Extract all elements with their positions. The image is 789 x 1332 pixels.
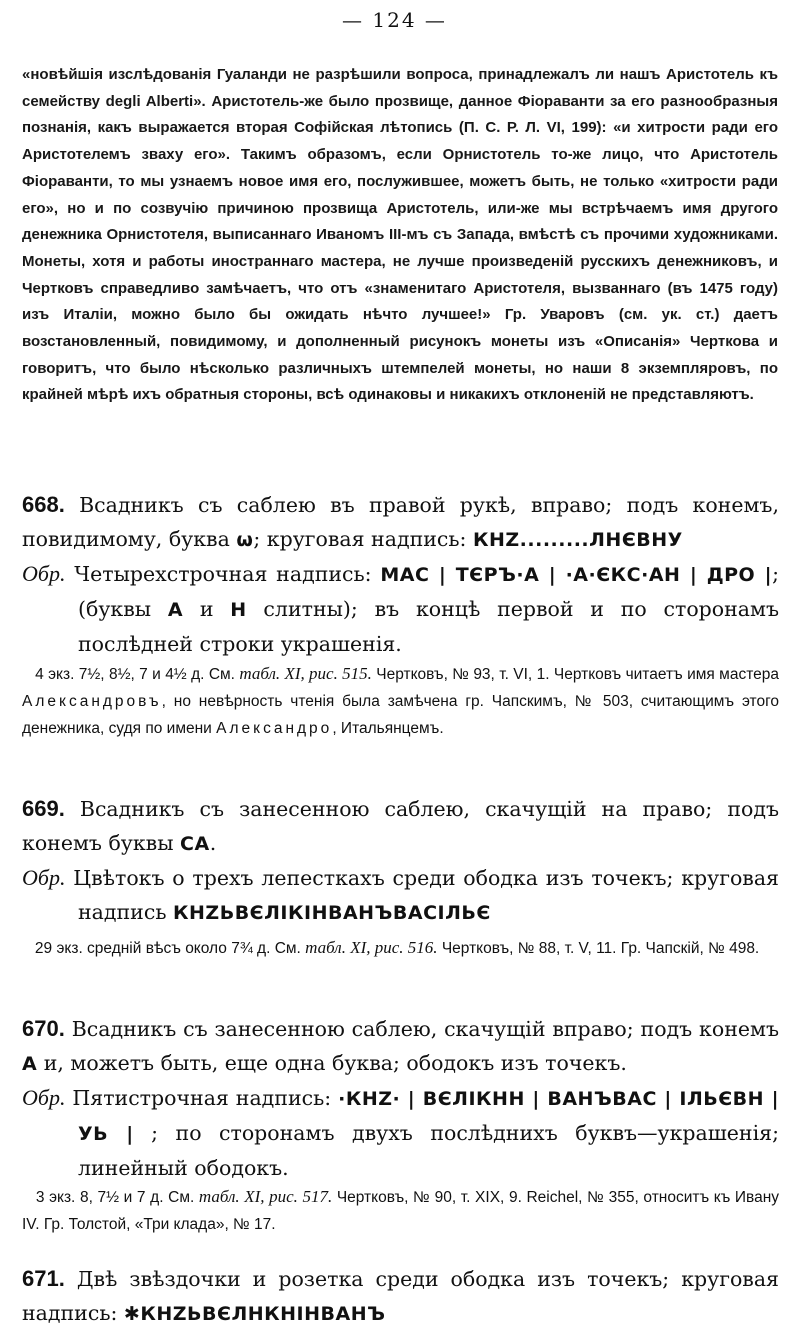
obverse-text: Всадникъ съ занесенною саблею, скачущій на право; подъ конемъ буквы [22, 797, 779, 855]
entry-note-670 [22, 1183, 779, 1238]
obverse-text: Всадникъ съ саблею въ правой рукѣ, вправо; подъ конемъ, повидимому, буква [22, 493, 779, 551]
spaced-name: Александровъ [22, 693, 162, 710]
spaced-name-2: Александро [216, 720, 333, 737]
reverse-letter-n: Н [230, 599, 247, 621]
obverse-letter: ѡ [236, 529, 254, 551]
reverse-legend: КНZЬВЄЛІКІНВАНЪВАСІЛЬЄ [173, 902, 491, 924]
note-text: 4 экз. 7½, 8½, 7 и 4½ д. См. [35, 666, 240, 683]
reverse-block [22, 861, 779, 930]
note-text: 29 экз. средній вѣсъ около 7¾ д. См. [34, 940, 306, 957]
obverse-text-cont: ; круговая надпись: [253, 527, 473, 551]
obverse-text: Всадникъ съ занесенною саблею, скачущій вправо; подъ конемъ [71, 1017, 779, 1041]
intro-paragraph: «новѣйшія изслѣдованія Гуаланди не разрѣшили вопроса, принадлежалъ ли нашъ Аристотель къ семейству degli Alberti». Аристотель-же было прозвище, данное Фіораванти за его разнообразныя познанія, какъ выражается вторая Софійская лѣтопись (П. С. Р. Л. VI, 199): «и хитрости ради его Аристотелемъ зваху его». Такимъ образомъ, если Орнистотель то-же лицо, что Аристотель Фіораванти, то мы узнаемъ новое имя его, послужившее, можетъ быть, не только «хитрости ради его», но и по созвучію причиною прозвища Аристотель, или-же мы встрѣчаемъ имя другого денежника Орнистотеля, выписаннаго Иваномъ III-мъ съ Запада, вмѣстѣ съ прочими художниками. Монеты, хотя и работы иностраннаго мастера, не лучше произведеній русскихъ денежниковъ, и Чертковъ справедливо замѣчаетъ, что отъ «знаменитаго Аристотеля, вызваннаго (въ 1475 году) изъ Италіи, можно было бы ожидать нѣчто лучшее!» Гр. Уваровъ (см. ук. ст.) даетъ возстановленный, повидимому, и дополненный рисунокъ монеты изъ «Описанія» Черткова и говоритъ, что было нѣсколько различныхъ штемпелей монеты, но наши 8 экземпляровъ, по крайней мѣрѣ ихъ обратныя стороны, всѣ одинаковы и никакихъ отклоненій не представляютъ. [22, 66, 778, 404]
catalog-entry-669 [22, 792, 779, 930]
reverse-label: Обр. [22, 561, 66, 586]
reverse-legend: МАС | ТЄРЪ·А | ·А·ЄКС·АН | ДРО | [380, 564, 773, 586]
reverse-legend: ·КНZ· | ВЄЛІКНН | ВАНЪВАС | ІЛЬЄВН | УЬ | [78, 1088, 780, 1145]
entry-note-668 [22, 660, 779, 742]
note-text: 3 экз. 8, 7½ и 7 д. См. [35, 1189, 199, 1206]
entry-note-669 [22, 934, 779, 962]
obverse-text-cont: и, можетъ быть, еще одна буква; ободокъ изъ точекъ. [37, 1051, 627, 1075]
reverse-block [22, 557, 779, 661]
reverse-text-end: слитны); въ концѣ первой и по сторонамъ послѣдней строки украшенія. [78, 597, 780, 656]
reverse-text-cont: ; (буквы [78, 562, 779, 621]
reverse-letter-a: А [167, 599, 184, 621]
reverse-label: Обр. [22, 865, 66, 890]
reverse-text-mid: и [183, 597, 231, 621]
obverse-text-end: . [209, 831, 217, 855]
reverse-label: Обр. [22, 1085, 66, 1110]
note-text-end: , Итальянцемъ. [332, 720, 444, 737]
entry-number: 671. [22, 1266, 65, 1291]
catalog-entry-668 [22, 488, 779, 661]
reverse-text-cont: ; по сторонамъ двухъ послѣднихъ буквъ—украшенія; линейный ободокъ. [78, 1121, 779, 1180]
plate-reference: табл. XI, рис. 517. [198, 1187, 333, 1206]
catalog-entry-670 [22, 1012, 779, 1185]
reverse-block [22, 1081, 779, 1185]
note-text-cont: Чертковъ, № 90, т. XIX, 9. Reichel, № 355, относитъ къ Ивану IV. Гр. Толстой, «Три клада», № 17. [22, 1189, 780, 1233]
plate-reference: табл. XI, рис. 516. [305, 938, 438, 957]
note-text-cont2: , но невѣрность чтенія была замѣчена гр. Чапскимъ, № 503, считающимъ этого денежника, судя по имени [22, 693, 779, 737]
entry-number: 669. [22, 796, 65, 821]
obverse-legend: ✱КНZЬВЄЛНКНІНВАНЪ [123, 1303, 386, 1325]
note-text-cont: Чертковъ, № 93, т. VI, 1. Чертковъ читаетъ имя мастера [371, 666, 779, 683]
obverse-text: Двѣ звѣздочки и розетка среди ободка изъ точекъ; круговая надпись: [22, 1267, 779, 1325]
reverse-text: Пятистрочная надпись: [72, 1086, 339, 1110]
entry-number: 670. [22, 1016, 65, 1041]
entry-number: 668. [22, 492, 65, 517]
obverse-legend: КНZ.........ЛНЄВНУ [472, 529, 683, 551]
page-number: — 124 — [342, 8, 447, 32]
plate-reference: табл. XI, рис. 515. [239, 664, 372, 683]
reverse-text: Цвѣтокъ о трехъ лепесткахъ среди ободка изъ точекъ; круговая надпись [73, 866, 779, 924]
obverse-legend: СА [180, 833, 210, 855]
reverse-text: Четырехстрочная надпись: [74, 562, 381, 586]
note-text-cont: Чертковъ, № 88, т. V, 11. Гр. Чапскій, № 498. [437, 940, 760, 957]
obverse-letter: А [22, 1053, 38, 1075]
catalog-entry-671 [22, 1262, 779, 1331]
